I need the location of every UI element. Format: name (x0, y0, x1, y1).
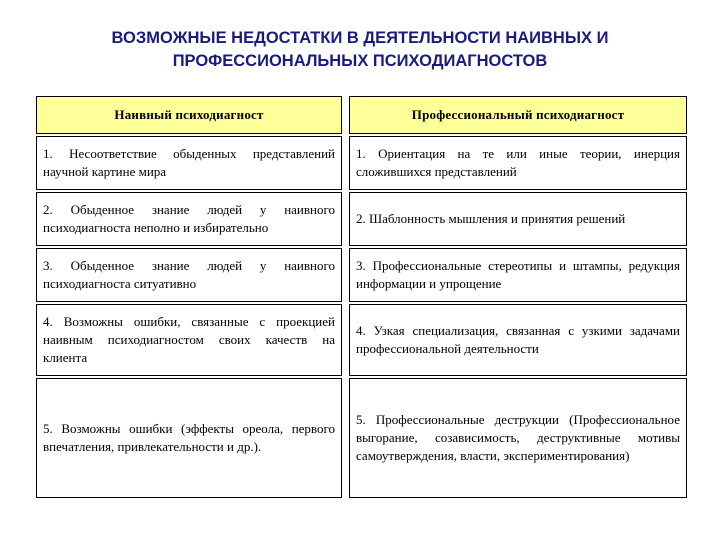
table-row (37, 137, 687, 190)
page-title (40, 27, 680, 73)
cell-professional: 4. Узкая специализация, связанная с узкими задачами профессиональной деятельности (350, 305, 687, 376)
table-row (37, 249, 687, 302)
table-row (37, 379, 687, 498)
cell-naive: 3. Обыденное знание людей у наивного психодиагноста ситуативно (37, 249, 342, 302)
title-line-2: ПРОФЕССИОНАЛЬНЫХ ПСИХОДИАГНОСТОВ (172, 52, 548, 70)
header-naive: Наивный психодиагност (37, 97, 342, 134)
header-professional: Профессиональный психодиагност (350, 97, 687, 134)
cell-professional: 2. Шаблонность мышления и принятия решений (350, 193, 687, 246)
cell-professional: 1. Ориентация на те или иные теории, инерция сложившихся представлений (350, 137, 687, 190)
cell-professional: 5. Профессиональные деструкции (Профессиональное выгорание, созависимость, деструктивные мотивы самоутверждения, власти, экспериментирования) (350, 379, 687, 498)
table-row (37, 305, 687, 376)
cell-naive: 5. Возможны ошибки (эффекты ореола, первого впечатления, привлекательности и др.). (37, 379, 342, 498)
cell-naive: 4. Возможны ошибки, связанные с проекцией наивным психодиагностом своих качеств на клиента (37, 305, 342, 376)
table-header-row (37, 97, 687, 134)
title-line-1: ВОЗМОЖНЫЕ НЕДОСТАТКИ В ДЕЯТЕЛЬНОСТИ НАИВНЫХ И (111, 29, 609, 47)
cell-naive: 1. Несоответствие обыденных представлений научной картине мира (37, 137, 342, 190)
cell-professional: 3. Профессиональные стереотипы и штампы, редукция информации и упрощение (350, 249, 687, 302)
table-row (37, 193, 687, 246)
cell-naive: 2. Обыденное знание людей у наивного психодиагноста неполно и избирательно (37, 193, 342, 246)
comparison-table (36, 96, 687, 498)
